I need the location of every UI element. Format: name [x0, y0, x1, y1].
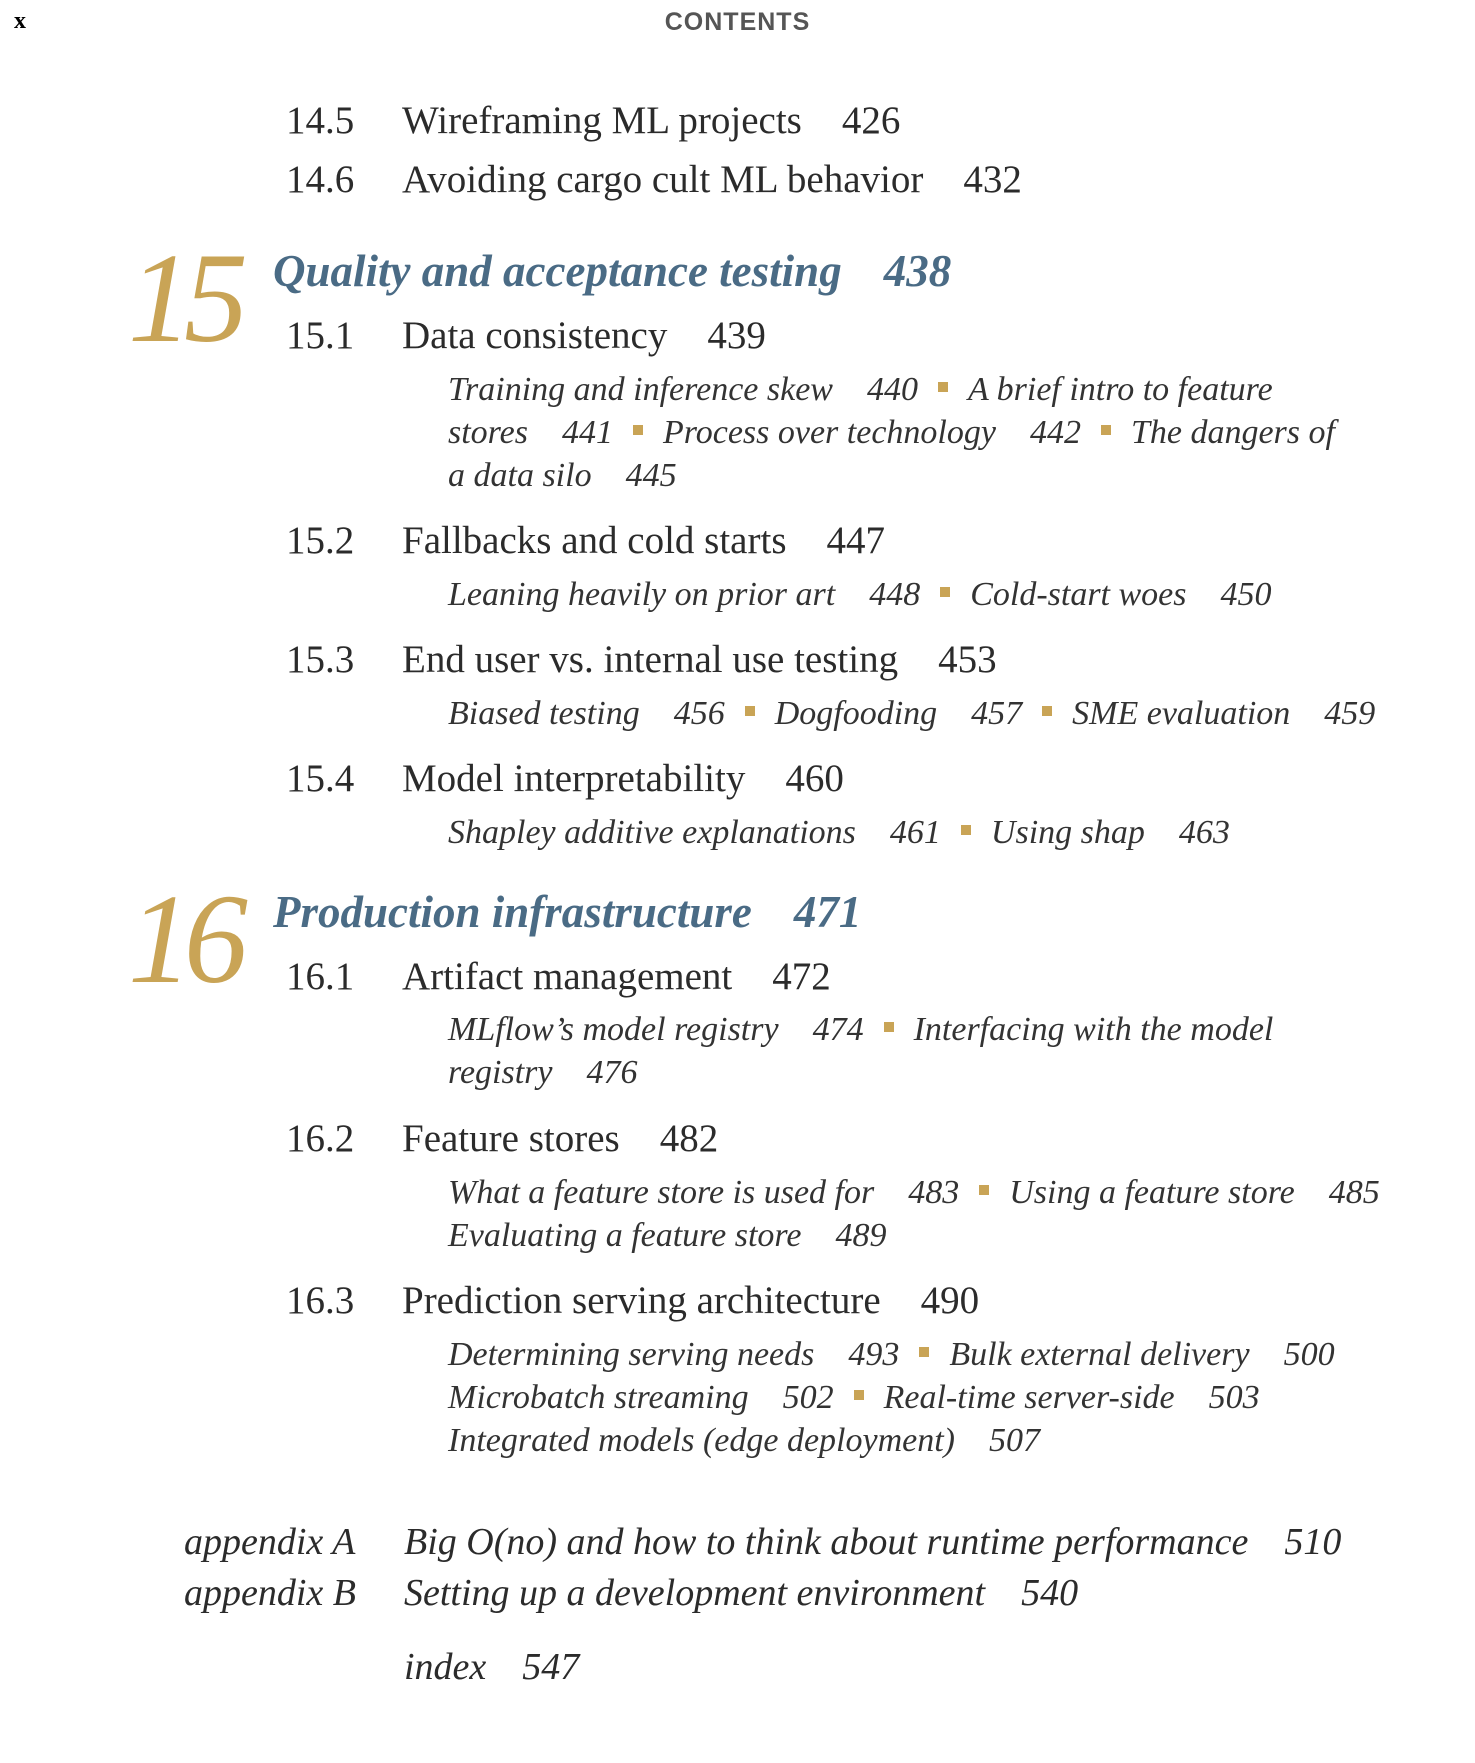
subsection-line — [448, 576, 1272, 614]
section-entry[interactable] — [402, 98, 900, 143]
index-title: index — [404, 1646, 487, 1688]
section-entry[interactable] — [402, 637, 997, 682]
subsection-title[interactable]: What a feature store is used for — [448, 1174, 875, 1211]
section-entry[interactable] — [402, 157, 1022, 202]
subsection-title-continued[interactable]: a data silo — [448, 457, 592, 494]
subsection-page: 461 — [889, 814, 941, 851]
section-entry[interactable] — [402, 1278, 979, 1323]
subsection-line — [448, 1011, 1273, 1049]
separator-icon — [938, 382, 948, 392]
separator-icon — [919, 1347, 929, 1357]
subsection-page: 456 — [673, 695, 725, 732]
subsection-title[interactable]: Leaning heavily on prior art — [448, 576, 836, 613]
section-title: Fallbacks and cold starts — [402, 519, 787, 562]
section-title: Artifact management — [402, 955, 733, 998]
subsection-page: 503 — [1208, 1379, 1260, 1416]
appendix-label: appendix B — [184, 1572, 357, 1614]
separator-icon — [979, 1185, 989, 1195]
subsection-page: 440 — [866, 371, 918, 408]
appendix-page: 540 — [1021, 1572, 1079, 1614]
chapter-title: Production infrastructure — [273, 887, 752, 937]
subsection-title[interactable]: Using a feature store — [1009, 1174, 1295, 1211]
subsection-line — [448, 1174, 1380, 1212]
chapter-entry[interactable] — [273, 245, 951, 297]
section-title: Model interpretability — [402, 757, 746, 800]
subsection-title[interactable]: Interfacing with the model — [913, 1011, 1274, 1048]
subsection-title[interactable]: Integrated models (edge deployment) — [448, 1422, 955, 1459]
section-page: 453 — [938, 638, 997, 681]
section-entry[interactable] — [402, 756, 844, 801]
subsection-title-continued[interactable]: registry — [448, 1054, 553, 1091]
subsection-title[interactable]: The dangers of — [1130, 414, 1335, 451]
subsection-page: 457 — [971, 695, 1023, 732]
subsection-title[interactable]: Evaluating a feature store — [448, 1217, 802, 1254]
subsection-page: 485 — [1328, 1174, 1380, 1211]
subsection-page: 493 — [848, 1336, 900, 1373]
section-number: 15.1 — [286, 314, 355, 357]
subsection-title[interactable]: Dogfooding — [774, 695, 938, 732]
section-page: 490 — [920, 1279, 980, 1322]
separator-icon — [884, 1022, 894, 1032]
chapter-number: 15 — [128, 227, 240, 369]
separator-icon — [1101, 425, 1111, 435]
subsection-title[interactable]: MLflow’s model registry — [448, 1011, 779, 1048]
index-entry[interactable] — [404, 1645, 579, 1689]
appendix-title: Setting up a development environment — [404, 1572, 986, 1614]
section-number: 16.2 — [286, 1117, 355, 1160]
appendix-title: Big O(no) and how to think about runtime performance — [404, 1521, 1249, 1563]
separator-icon — [1042, 706, 1052, 716]
appendix-page: 510 — [1284, 1521, 1342, 1563]
section-entry[interactable] — [402, 518, 885, 563]
appendix-entry[interactable] — [404, 1571, 1078, 1615]
separator-icon — [745, 706, 755, 716]
chapter-title: Quality and acceptance testing — [273, 246, 842, 296]
subsection-line — [448, 814, 1230, 852]
appendix-label: appendix A — [184, 1521, 356, 1563]
section-entry[interactable] — [402, 313, 766, 358]
subsection-title[interactable]: Training and inference skew — [448, 371, 833, 408]
separator-icon — [854, 1390, 864, 1400]
separator-icon — [940, 587, 950, 597]
section-number: 15.2 — [286, 519, 355, 562]
subsection-line — [448, 695, 1375, 733]
subsection-page: 450 — [1220, 576, 1272, 613]
chapter-page: 471 — [793, 887, 862, 937]
subsection-line — [448, 1217, 886, 1255]
subsection-title[interactable]: Process over technology — [662, 414, 996, 451]
subsection-page: 476 — [586, 1054, 638, 1091]
subsection-title[interactable]: Bulk external delivery — [949, 1336, 1250, 1373]
subsection-title-continued[interactable]: stores — [448, 414, 528, 451]
subsection-line — [448, 1422, 1040, 1460]
chapter-number: 16 — [128, 868, 240, 1010]
subsection-title[interactable]: Shapley additive explanations — [448, 814, 856, 851]
subsection-page: 502 — [782, 1379, 834, 1416]
subsection-title[interactable]: Microbatch streaming — [448, 1379, 749, 1416]
subsection-page: 448 — [869, 576, 921, 613]
section-page: 432 — [963, 158, 1022, 201]
subsection-page: 507 — [989, 1422, 1040, 1459]
appendix-entry[interactable] — [404, 1520, 1341, 1564]
index-page: 547 — [522, 1646, 580, 1688]
subsection-page: 459 — [1324, 695, 1376, 732]
section-entry[interactable] — [402, 1116, 718, 1161]
section-number: 16.1 — [286, 955, 355, 998]
section-page: 472 — [772, 955, 831, 998]
running-head: CONTENTS — [664, 8, 811, 36]
section-page: 426 — [841, 99, 901, 142]
subsection-page: 483 — [908, 1174, 960, 1211]
section-entry[interactable] — [402, 954, 831, 999]
section-title: Avoiding cargo cult ML behavior — [402, 158, 924, 201]
section-page: 447 — [826, 519, 885, 562]
subsection-title[interactable]: Biased testing — [448, 695, 640, 732]
subsection-title[interactable]: Determining serving needs — [448, 1336, 815, 1373]
separator-icon — [961, 825, 971, 835]
subsection-page: 474 — [812, 1011, 864, 1048]
subsection-line — [448, 1336, 1335, 1374]
chapter-entry[interactable] — [273, 886, 861, 938]
chapter-page: 438 — [883, 246, 952, 296]
section-title: Data consistency — [402, 314, 668, 357]
subsection-line — [448, 457, 677, 495]
subsection-title[interactable]: Cold-start woes — [970, 576, 1187, 613]
subsection-line — [448, 1379, 1260, 1417]
subsection-page: 500 — [1283, 1336, 1335, 1373]
subsection-line — [448, 414, 1335, 452]
subsection-title[interactable]: Using shap — [990, 814, 1145, 851]
subsection-title[interactable]: A brief intro to feature — [967, 371, 1273, 408]
subsection-page: 445 — [625, 457, 677, 494]
subsection-title[interactable]: SME evaluation — [1072, 695, 1291, 732]
section-number: 14.5 — [286, 99, 355, 142]
subsection-page: 489 — [835, 1217, 887, 1254]
subsection-page: 442 — [1029, 414, 1081, 451]
subsection-page: 463 — [1178, 814, 1230, 851]
section-title: Wireframing ML projects — [402, 99, 802, 142]
separator-icon — [633, 425, 643, 435]
section-number: 15.4 — [286, 757, 355, 800]
subsection-page: 441 — [561, 414, 613, 451]
section-page: 482 — [659, 1117, 719, 1160]
section-title: Feature stores — [402, 1117, 620, 1160]
section-number: 15.3 — [286, 638, 355, 681]
section-number: 14.6 — [286, 158, 355, 201]
page-number: x — [14, 8, 26, 34]
section-title: Prediction serving architecture — [402, 1279, 881, 1322]
subsection-line — [448, 1054, 638, 1092]
section-number: 16.3 — [286, 1279, 355, 1322]
section-page: 439 — [707, 314, 766, 357]
section-page: 460 — [785, 757, 844, 800]
section-title: End user vs. internal use testing — [402, 638, 899, 681]
subsection-title[interactable]: Real-time server-side — [883, 1379, 1175, 1416]
subsection-line — [448, 371, 1273, 409]
